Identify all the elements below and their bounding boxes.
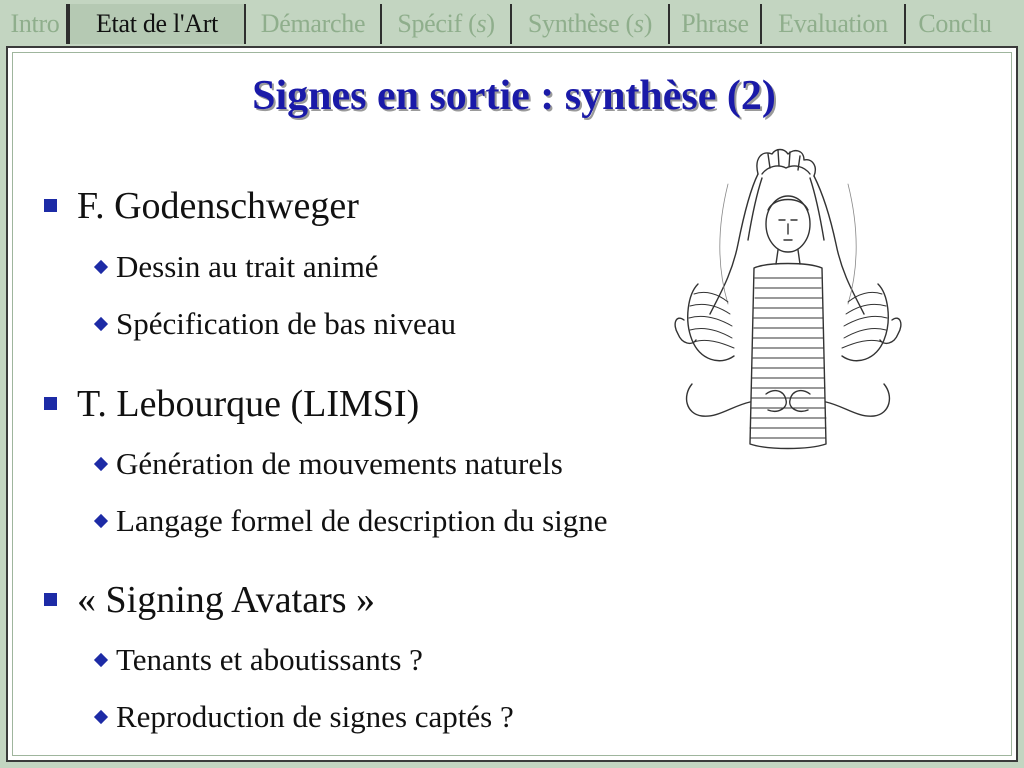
tab-specif[interactable]: Spécif ( s )	[382, 4, 512, 44]
tab-demarche[interactable]: Démarche	[246, 4, 382, 44]
sub-bullet-item: Tenants et aboutissants ?	[94, 642, 423, 678]
tab-evaluation[interactable]: Evaluation	[762, 4, 906, 44]
tab-etat-de-l-art[interactable]: Etat de l'Art	[68, 4, 246, 44]
sub-bullet-item: Langage formel de description du signe	[94, 503, 608, 539]
diamond-bullet-icon	[94, 260, 108, 274]
bullet-item: « Signing Avatars »	[44, 578, 375, 622]
diamond-bullet-icon	[94, 317, 108, 331]
sub-bullet-item: Spécification de bas niveau	[94, 306, 456, 342]
square-bullet-icon	[44, 593, 57, 606]
sub-bullet-item: Génération de mouvements naturels	[94, 446, 563, 482]
diamond-bullet-icon	[94, 653, 108, 667]
bullet-item: F. Godenschweger	[44, 184, 359, 228]
slide-title: Signes en sortie : synthèse (2)	[252, 73, 776, 119]
tab-conclu[interactable]: Conclu	[906, 4, 1004, 44]
diamond-bullet-icon	[94, 710, 108, 724]
slide-canvas	[6, 46, 1018, 762]
tab-synthese[interactable]: Synthèse ( s )	[512, 4, 670, 44]
tab-intro[interactable]: Intro	[4, 4, 68, 44]
sub-bullet-item: Reproduction de signes captés ?	[94, 699, 514, 735]
square-bullet-icon	[44, 199, 57, 212]
signing-figure-illustration	[658, 144, 918, 474]
section-tab-bar	[4, 4, 1020, 44]
diamond-bullet-icon	[94, 457, 108, 471]
sub-bullet-item: Dessin au trait animé	[94, 249, 379, 285]
square-bullet-icon	[44, 397, 57, 410]
diamond-bullet-icon	[94, 514, 108, 528]
tab-phrase[interactable]: Phrase	[670, 4, 762, 44]
bullet-item: T. Lebourque (LIMSI)	[44, 382, 419, 426]
